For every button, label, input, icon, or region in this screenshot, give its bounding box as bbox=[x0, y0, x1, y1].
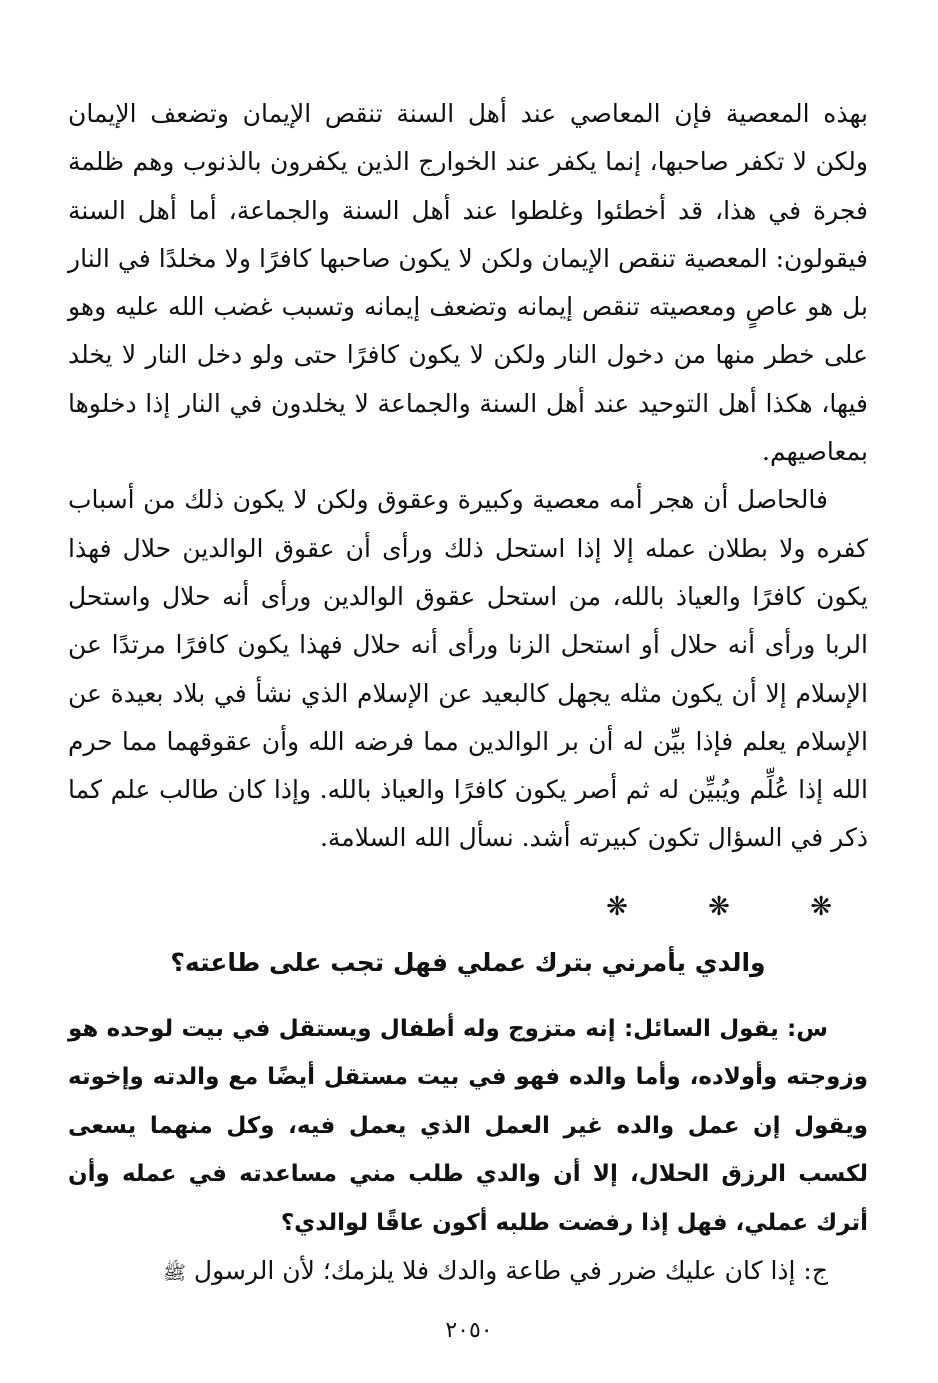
question-text: س: يقول السائل: إنه متزوج وله أطفال ويستقل في بيت لوحده هو وزوجته وأولاده، وأما والده فهو في بيت مستقل أيضًا مع والدته وإخوته ويقول إن عمل والده غير العمل الذي يعمل فيه، وكل منهما يسعى لكسب الرزق الحلال، إلا أن والدي طلب مني مساعدته في عمله وأن أترك عملي، فهل إذا رفضت طلبه أكون عاقًا لوالدي؟ bbox=[68, 1015, 868, 1236]
body-paragraph: بهذه المعصية فإن المعاصي عند أهل السنة تنقص الإيمان وتضعف الإيمان ولكن لا تكفر صاحبها، إنما يكفر عند الخوارج الذين يكفرون بالذنوب وهم ظلمة فجرة في هذا، قد أخطئوا وغلطوا عند أهل السنة والجماعة، أما أهل السنة فيقولون: المعصية تنقص الإيمان ولكن لا يكون صاحبها كافرًا ولا مخلدًا في النار بل هو عاصٍ ومعصيته تنقص إيمانه وتضعف إيمانه وتسبب غضب الله عليه وهو على خطر منها من دخول النار ولكن لا يكون كافرًا حتى ولو دخل النار لا يخلد فيها، هكذا أهل التوحيد عند أهل السنة والجماعة لا يخلدون في النار إذا دخلوها بمعاصيهم. bbox=[68, 99, 868, 467]
star-ornament-icon: ❋ bbox=[708, 891, 730, 922]
answer-text bbox=[68, 1247, 868, 1298]
star-ornament-icon: ❋ bbox=[606, 891, 628, 922]
section-heading: والدي يأمرني بترك عملي فهل تجب على طاعته؟ bbox=[170, 947, 766, 977]
answer-body: ج: إذا كان عليك ضرر في طاعة والدك فلا يلزمك؛ لأن الرسول bbox=[193, 1256, 828, 1286]
page-number: ٢٠٥٠ bbox=[445, 1318, 493, 1343]
body-paragraph: فالحاصل أن هجر أمه معصية وكبيرة وعقوق ولكن لا يكون ذلك من أسباب كفره ولا بطلان عمله إلا إذا استحل ذلك ورأى أن عقوق الوالدين حلال فهذا يكون كافرًا والعياذ بالله، من استحل عقوق الوالدين ورأى أنه حلال واستحل الربا ورأى أنه حلال أو استحل الزنا ورأى أنه حلال فهذا يكون كافرًا مرتدًا عن الإسلام إلا أن يكون مثله يجهل كالبعيد عن الإسلام الذي نشأ في بلاد بعيدة عن الإسلام يعلم فإذا بيِّن له أن بر الوالدين مما فرضه الله وأن عقوقهما مما حرم الله إذا عُلِّم ويُبيِّن له ثم أصر يكون كافرًا والعياذ بالله. وإذا كان طالب علم كما ذكر في السؤال تكون كبيرته أشد. نسأل الله السلامة. bbox=[68, 485, 868, 853]
section-separator bbox=[68, 887, 868, 927]
honorific-glyph: ﷺ bbox=[163, 1262, 186, 1285]
page-content bbox=[68, 90, 868, 1298]
star-ornament-icon: ❋ bbox=[810, 891, 832, 922]
